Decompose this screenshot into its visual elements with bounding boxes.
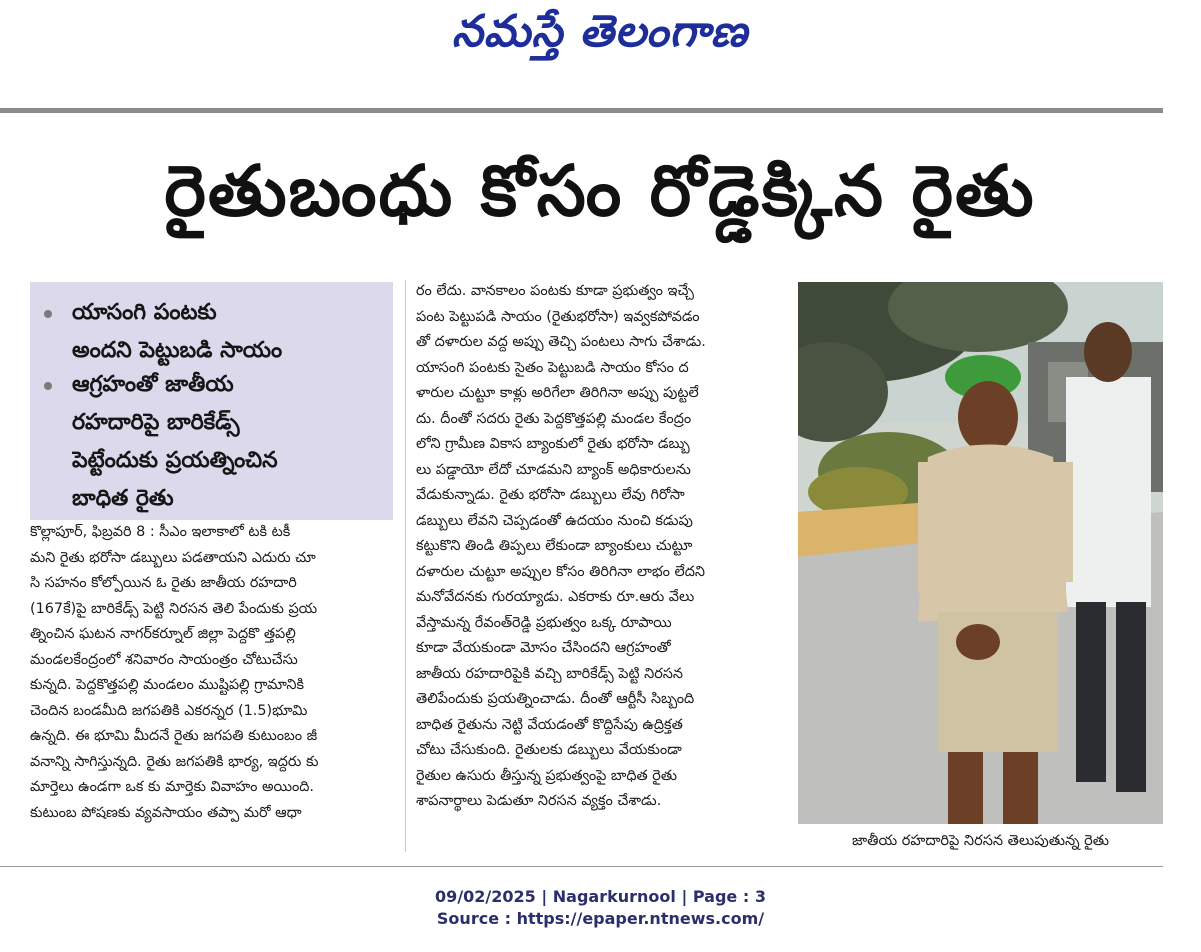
body-line: కూడా వేయకుండా మోసం చేసిందని ఆగ్రహంతో <box>416 640 671 656</box>
body-line: తెలిపేందుకు ప్రయత్నించాడు. దీంతో ఆర్టీసీ సిబ్బంది <box>416 691 695 707</box>
body-line: తో దళారుల వద్ద అప్పు తెచ్చి పంటలు సాగు చేశాడు. <box>416 334 706 350</box>
highlight-line: యాసంగి పంటకు <box>72 300 217 325</box>
bullet-icon <box>44 310 52 318</box>
body-line: రైతుల ఉసురు తీస్తున్న ప్రభుత్వంపై బాధిత రైతు <box>416 767 677 784</box>
body-line: యాసంగి పంటకు సైతం పెట్టుబడి సాయం కోసం ద <box>416 359 689 376</box>
article-headline: రైతుబంధు కోసం రోడ్డెక్కిన రైతు <box>164 150 1036 232</box>
body-line: సి సహనం కోల్పోయిన ఓ రైతు జాతీయ రహదారి <box>30 575 297 591</box>
body-line: పంట పెట్టుపడి సాయం (రైతుభరోసా) ఇవ్వకపోవడం <box>416 308 700 325</box>
body-line: జాతీయ రహదారిపైకి వచ్చి బారికేడ్స్ పెట్టి నిరసన <box>416 665 684 682</box>
body-line: (167కే)పై బారికేడ్స్ పెట్టి నిరసన తెలి పేందుకు ప్రయ <box>30 600 318 617</box>
body-line: దళారుల చుట్టూ అప్పుల కోసం తిరిగినా లాభం లేదని <box>416 563 706 580</box>
body-line: లు పడ్డాయో లేదో చూడమని బ్యాంక్ అధికారులను <box>416 461 691 478</box>
body-line: రం లేదు. వానకాలం పంటకు కూడా ప్రభుత్వం ఇచ్చే <box>416 283 694 299</box>
body-line: కుటుంబ పోషణకు వ్యవసాయం తప్పా మరో ఆధా <box>30 804 302 821</box>
highlight-item <box>44 366 384 518</box>
body-line: బాధిత రైతును నెట్టి వేయడంతో కొద్దిసేపు ఉద్రిక్తత <box>416 716 683 733</box>
highlights-box <box>30 282 393 520</box>
body-line: శాపనార్థాలు పెడుతూ నిరసన వ్యక్తం చేశాడు. <box>416 793 662 809</box>
body-line: త్నించిన ఘటన నాగర్‌కర్నూల్ జిల్లా పెద్దకొ త్తపల్లి <box>30 626 296 642</box>
column-divider <box>405 280 406 852</box>
body-line: మండలకేంద్రంలో శనివారం సాయంత్రం చోటుచేసు <box>30 651 298 668</box>
body-line: కున్నది. పెద్దకొత్తపల్లి మండలం ముష్టిపల్లి గ్రామానికి <box>30 677 305 693</box>
highlight-line: ఆగ్రహంతో జాతీయ <box>72 372 234 397</box>
photo-caption: జాతీయ రహదారిపై నిరసన తెలుపుతున్న రైతు <box>851 833 1110 849</box>
body-line: వేస్తామన్న రేవంత్‌రెడ్డి ప్రభుత్వం ఒక్క రూపాయి <box>416 614 672 631</box>
masthead <box>0 0 1201 108</box>
footer-edition-info: 09/02/2025 | Nagarkurnool | Page : 3 <box>435 887 766 906</box>
body-line: ళారుల చుట్టూ కాళ్లు అరిగేలా తిరిగినా అప్పు పుట్టలే <box>416 385 699 401</box>
article-column-middle <box>416 279 780 815</box>
body-line: వనాన్ని సాగిస్తున్నది. రైతు జగపతికి భార్య, ఇద్దరు కు <box>30 753 319 770</box>
body-line: డబ్బులు లేవని చెప్పడంతో ఉదయం నుంచి కడుపు <box>416 512 693 529</box>
body-line: దు. దీంతో సదరు రైతు పెద్దకొత్తపల్లి మండల కేంద్రం <box>416 410 692 427</box>
body-line: చెందిన బండమీది జగపతికి ఎకరన్నర (1.5)భూమి <box>30 702 308 719</box>
article-column-left <box>30 520 395 826</box>
highlight-line: బాధిత రైతు <box>72 486 174 511</box>
body-line: మనోవేదనకు గురయ్యాడు. ఎకరాకు రూ.ఆరు వేలు <box>416 589 695 605</box>
body-line: కట్టుకొని తిండి తిప్పలు లేకుండా బ్యాంకులు చుట్టూ <box>416 538 693 554</box>
body-line: కొల్లాపూర్, ఫిబ్రవరి 8 : సీఎం ఇలాకాలో టకి టకీ <box>30 524 291 540</box>
body-line: మార్తెలు ఉండగా ఒక కు మార్తెకు వివాహం అయింది. <box>30 779 315 795</box>
body-line: ఉన్నది. ఈ భూమి మీదనే రైతు జగపతి కుటుంబం జీ <box>30 728 318 744</box>
page-footer <box>0 886 1201 930</box>
footer-source-link[interactable]: Source : https://epaper.ntnews.com/ <box>436 909 765 928</box>
highlight-line: రహదారిపై బారికేడ్స్ <box>72 410 240 435</box>
masthead-rule <box>0 108 1163 113</box>
body-line: వేడుకున్నాడు. రైతు భరోసా డబ్బులు లేవు గిరోసా <box>416 487 685 503</box>
highlight-line: పెట్టేందుకు ప్రయత్నించిన <box>72 448 278 473</box>
body-line: మని రైతు భరోసా డబ్బులు పడతాయని ఎదురు చూ <box>30 549 316 566</box>
footer-rule <box>0 866 1163 867</box>
body-line: లోని గ్రామీణ వికాస బ్యాంకులో రైతు భరోసా డబ్బు <box>416 436 690 452</box>
bullet-icon <box>44 382 52 390</box>
news-photo <box>798 282 1163 824</box>
body-line: చోటు చేసుకుంది. రైతులకు డబ్బులు వేయకుండా <box>416 742 682 758</box>
newspaper-logo: నమస్తే తెలంగాణ <box>451 6 749 57</box>
highlight-item <box>44 294 384 370</box>
highlight-line: అందని పెట్టుబడి సాయం <box>72 338 283 363</box>
